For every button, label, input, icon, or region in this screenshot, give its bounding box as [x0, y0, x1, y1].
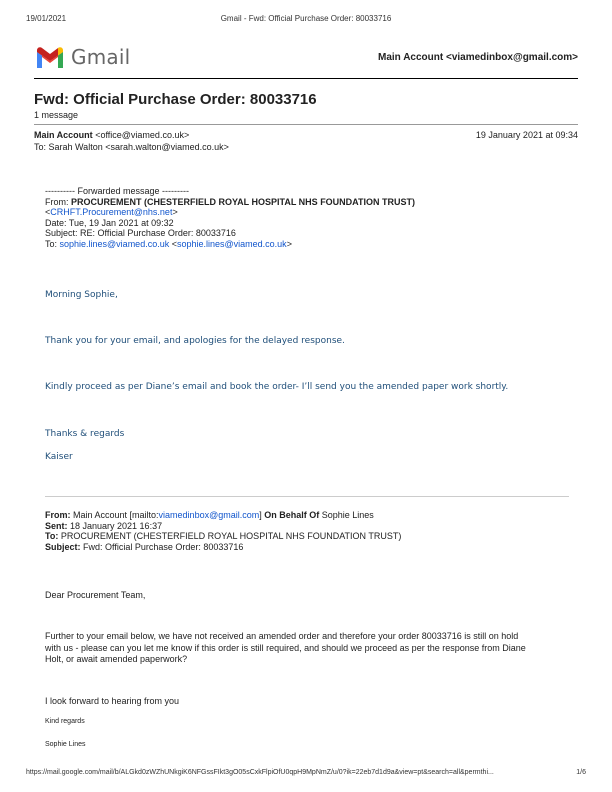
message-from [34, 130, 189, 140]
reply-line-1: Thank you for your email, and apologies for the delayed response. [45, 336, 345, 346]
quoted-closing: I look forward to hearing from you [45, 696, 180, 706]
forward-separator: ---------- Forwarded message --------- [45, 186, 189, 196]
account-label: Main Account <viamedinbox@gmail.com> [378, 52, 578, 63]
procurement-email-link[interactable]: CRHFT.Procurement@nhs.net [50, 207, 173, 217]
quoted-paragraph [45, 631, 526, 666]
quoted-greeting: Dear Procurement Team, [45, 590, 146, 600]
forward-to: To: sophie.lines@viamed.co.uk <sophie.lines@viamed.co.uk> [45, 238, 292, 249]
forward-from: From: PROCUREMENT (CHESTERFIELD ROYAL HOSPITAL NHS FOUNDATION TRUST) [45, 196, 416, 207]
reply-greeting: Morning Sophie, [45, 290, 118, 300]
forward-subject: Subject: RE: Official Purchase Order: 80033716 [45, 228, 236, 238]
message-date: 19 January 2021 at 09:34 [475, 130, 578, 140]
quoted-subject: Subject: Fwd: Official Purchase Order: 80033716 [45, 541, 244, 552]
forwarded-header [45, 186, 415, 249]
forward-date: Date: Tue, 19 Jan 2021 at 09:32 [45, 217, 174, 228]
message-to: To: Sarah Walton <sarah.walton@viamed.co.uk> [34, 142, 229, 152]
quoted-paragraph-line-1: Further to your email below, we have not received an amended order and therefore your order 80033716 is still on hold [45, 631, 519, 641]
viamedinbox-link[interactable]: viamedinbox@gmail.com [158, 510, 260, 520]
quoted-regards: Kind regards [45, 718, 85, 725]
gmail-logo-icon [35, 46, 65, 69]
sender-email: <office@viamed.co.uk> [95, 130, 190, 140]
reply-name: Kaiser [45, 452, 73, 462]
sophie-email-link-2[interactable]: sophie.lines@viamed.co.uk [176, 238, 287, 249]
quoted-name: Sophie Lines [45, 741, 86, 748]
header-divider [34, 78, 578, 79]
quoted-from: From: Main Account [mailto:viamedinbox@gmail.com] On Behalf Of Sophie Lines [45, 510, 374, 520]
quoted-header [45, 510, 401, 552]
print-page-number: 1/6 [576, 769, 586, 776]
quoted-paragraph-line-2: with us - please can you let me know if this order is still required, and should we proceed as per the response from Diane [45, 642, 526, 653]
forward-from-email: <CRHFT.Procurement@nhs.net> [45, 207, 178, 217]
reply-line-2: Kindly proceed as per Diane’s email and book the order- I’ll send you the amended paper work shortly. [45, 382, 509, 392]
thread-divider [34, 124, 578, 125]
thread-subject: Fwd: Official Purchase Order: 80033716 [34, 91, 317, 108]
message-count: 1 message [34, 110, 79, 120]
sender-name: Main Account [34, 130, 93, 140]
quoted-paragraph-line-3: Holt, or await amended paperwork? [45, 654, 188, 664]
gmail-logo-text: Gmail [71, 45, 131, 69]
quoted-sent: Sent: 18 January 2021 16:37 [45, 520, 163, 531]
sophie-email-link[interactable]: sophie.lines@viamed.co.uk [59, 238, 170, 249]
quote-divider [45, 496, 569, 497]
print-footer-url: https://mail.google.com/mail/b/ALGkd0zWZhUNkgiK6NFGssFIkt3gO05sCxkFlpiOfU0qpH9MpNmZ/u/0?ik=22eb7d1d9a&view=pt&search=all&permthi... [26, 769, 494, 776]
reply-signoff: Thanks & regards [45, 429, 125, 439]
quoted-to: To: PROCUREMENT (CHESTERFIELD ROYAL HOSPITAL NHS FOUNDATION TRUST) [45, 531, 402, 541]
print-title: Gmail - Fwd: Official Purchase Order: 80033716 [220, 14, 392, 23]
gmail-logo[interactable] [35, 45, 130, 69]
print-date: 19/01/2021 [26, 14, 67, 23]
